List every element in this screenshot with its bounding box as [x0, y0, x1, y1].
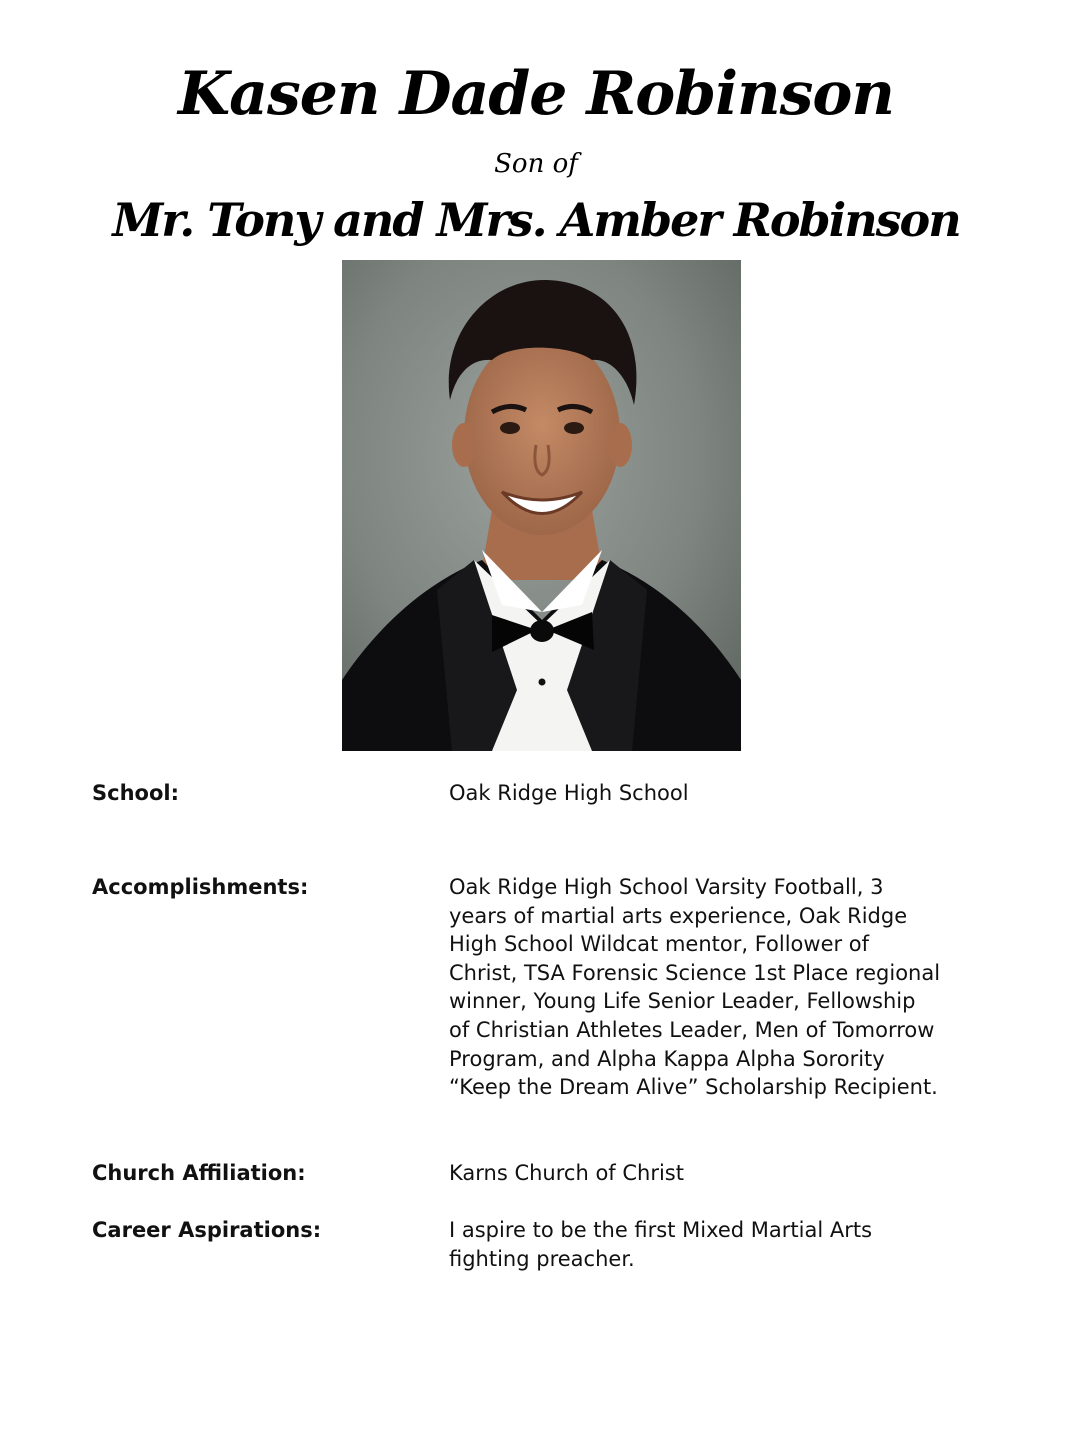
career-label: Career Aspirations: — [92, 1218, 322, 1242]
accomplishments-line: years of martial arts experience, Oak Ridge — [449, 903, 908, 928]
church-value: Karns Church of Christ — [449, 1161, 684, 1185]
accomplishments-label: Accomplishments: — [92, 875, 309, 899]
church-label: Church Affiliation: — [92, 1161, 306, 1185]
career-line: fighting preacher. — [449, 1246, 635, 1271]
accomplishments-line: “Keep the Dream Alive” Scholarship Recipient. — [449, 1075, 938, 1100]
parents-names: Mr. Tony and Mrs. Amber Robinson — [112, 193, 960, 247]
senior-portrait-photo — [342, 260, 741, 751]
accomplishments-value — [449, 873, 1009, 1102]
career-value — [449, 1216, 1009, 1273]
accomplishments-line: High School Wildcat mentor, Follower of — [449, 932, 870, 957]
accomplishments-line: Christ, TSA Forensic Science 1st Place regional — [449, 960, 941, 985]
accomplishments-line: Program, and Alpha Kappa Alpha Sorority — [449, 1046, 885, 1071]
school-value: Oak Ridge High School — [449, 781, 689, 805]
student-name: Kasen Dade Robinson — [177, 59, 895, 129]
son-of-label: Son of — [494, 149, 578, 179]
accomplishments-line: of Christian Athletes Leader, Men of Tomorrow — [449, 1017, 935, 1042]
accomplishments-line: Oak Ridge High School Varsity Football, 3 — [449, 875, 884, 899]
career-line: I aspire to be the first Mixed Martial Arts — [449, 1218, 873, 1242]
accomplishments-line: winner, Young Life Senior Leader, Fellowship — [449, 989, 916, 1014]
school-label: School: — [92, 781, 179, 805]
